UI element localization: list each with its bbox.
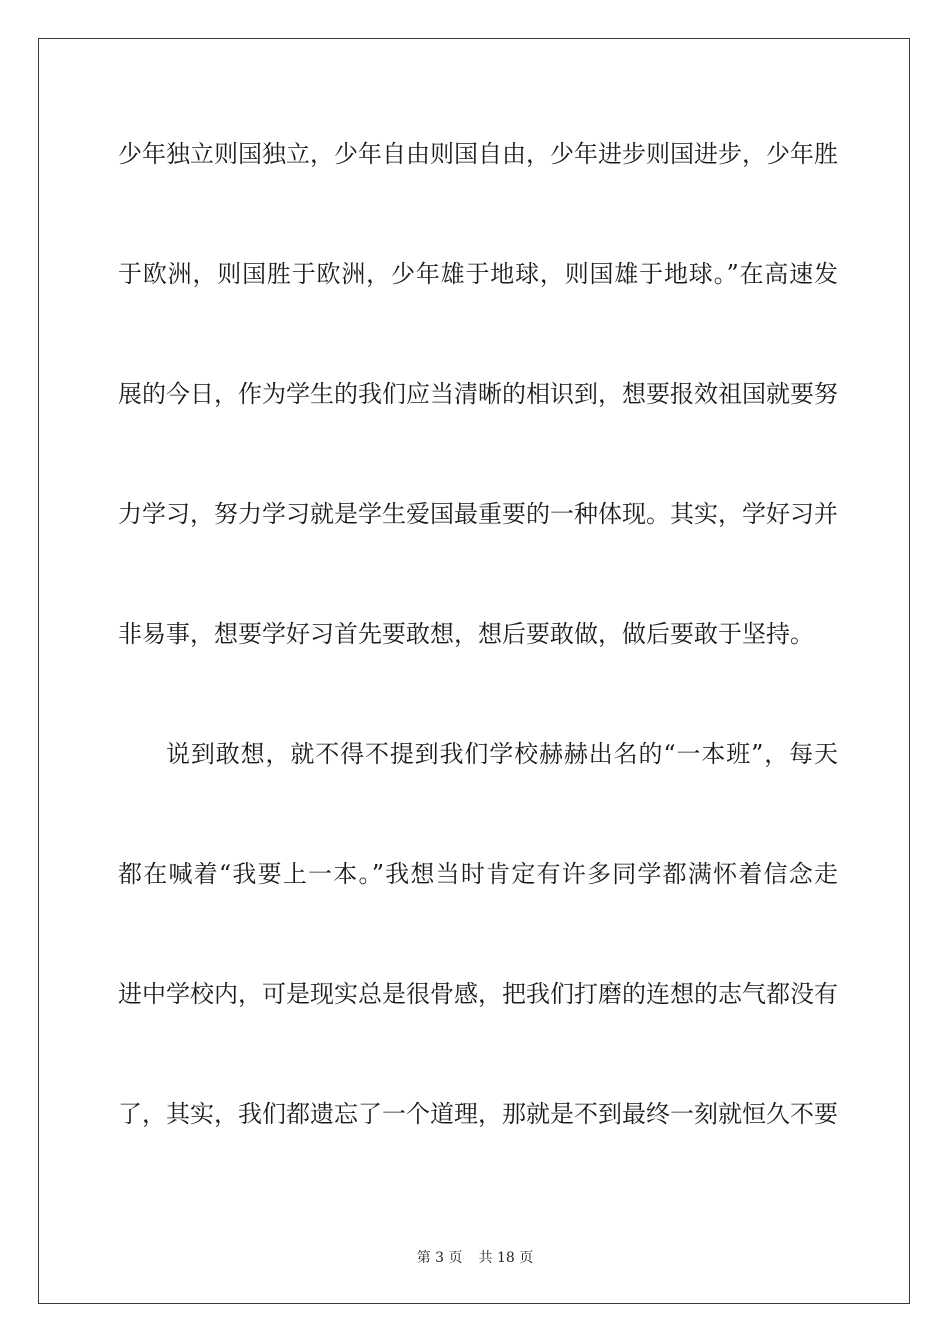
text-line: 都在喊着“我要上一本。”我想当时肯定有许多同学都满怀着信念走 [118, 860, 838, 888]
paragraph-first-line: 说到敢想，就不得不提到我们学校赫赫出名的“一本班”，每天 [166, 740, 838, 768]
page-footer [0, 1247, 950, 1267]
text-line: 少年独立则国独立，少年自由则国自由，少年进步则国进步，少年胜 [118, 140, 838, 168]
text-line: 于欧洲，则国胜于欧洲，少年雄于地球，则国雄于地球。”在高速发 [118, 260, 838, 288]
text-line: 展的今日，作为学生的我们应当清晰的相识到，想要报效祖国就要努 [118, 380, 838, 408]
text-line: 了，其实，我们都遗忘了一个道理，那就是不到最终一刻就恒久不要 [118, 1100, 838, 1128]
page-total: 共 18 页 [478, 1250, 534, 1266]
text-line: 力学习，努力学习就是学生爱国最重要的一种体现。其实，学好习并 [118, 500, 838, 528]
page-number: 第 3 页 [416, 1250, 463, 1266]
text-line: 进中学校内，可是现实总是很骨感，把我们打磨的连想的志气都没有 [118, 980, 838, 1008]
text-line: 非易事，想要学好习首先要敢想，想后要敢做，做后要敢于坚持。 [118, 620, 814, 648]
